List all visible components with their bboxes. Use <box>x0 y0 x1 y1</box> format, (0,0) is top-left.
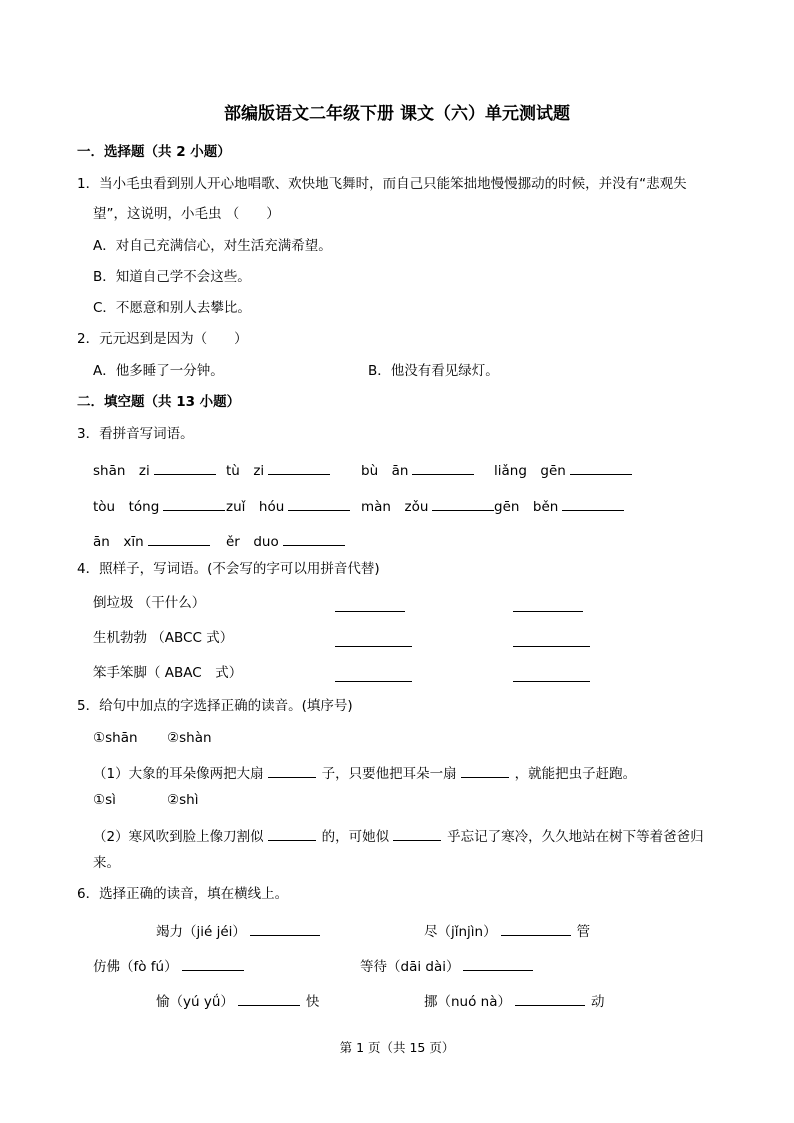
answer-blank[interactable] <box>283 531 345 546</box>
answer-blank[interactable] <box>154 460 216 475</box>
q1-stem-line2: 望”，这说明，小毛虫 （ ） <box>93 206 280 222</box>
q1-option-b: B．知道自己学不会这些。 <box>93 269 251 285</box>
q5-choice-1a: ①shān <box>93 730 138 746</box>
q1-stem-line1: 1．当小毛虫看到别人开心地唱歌、欢快地飞舞时，而自己只能笨拙地慢慢挪动的时候，并没有“悲观失 <box>77 176 687 192</box>
q5-choice-2b: ②shì <box>167 792 199 808</box>
q5-sentence-1: （1）大象的耳朵像两把大扇 子，只要他把耳朵一扇 ，就能把虫子赶跑。 <box>93 763 636 782</box>
q1-option-c: C．不愿意和别人去攀比。 <box>93 300 251 316</box>
answer-blank[interactable] <box>268 460 330 475</box>
answer-blank[interactable] <box>432 496 494 511</box>
pinyin-item: gēn běn <box>494 496 624 515</box>
q6-item-6: 挪（nuó nà） 动 <box>424 991 605 1010</box>
q5-choice-2a: ①sì <box>93 792 116 808</box>
answer-blank[interactable] <box>148 531 210 546</box>
answer-blank[interactable] <box>268 763 316 778</box>
pinyin-item: zuǐ hóu <box>226 496 350 515</box>
q4-example-1: 倒垃圾 （干什么） <box>93 595 206 611</box>
answer-blank[interactable] <box>393 826 441 841</box>
q1-option-a: A．对自己充满信心，对生活充满希望。 <box>93 238 332 254</box>
pinyin-item: tù zi <box>226 460 330 479</box>
answer-blank[interactable] <box>461 763 509 778</box>
q4-example-3: 笨手笨脚（ ABAC 式） <box>93 665 243 681</box>
answer-blank[interactable] <box>412 460 474 475</box>
q4-row2-blank1[interactable] <box>335 632 412 651</box>
q5-stem: 5．给句中加点的字选择正确的读音。(填序号) <box>77 698 353 714</box>
q4-row1-blank2[interactable] <box>513 597 583 616</box>
pinyin-item: bù ān <box>361 460 474 479</box>
section-fill-title: 二．填空题（共 13 小题） <box>77 394 241 410</box>
q5-choice-1b: ②shàn <box>167 730 212 746</box>
q4-row2-blank2[interactable] <box>513 632 590 651</box>
answer-blank[interactable] <box>515 991 585 1006</box>
q3-stem: 3．看拼音写词语。 <box>77 426 194 442</box>
q6-item-5: 愉（yú yǘ） 快 <box>156 991 319 1010</box>
q6-item-1: 竭力（jié jéi） <box>156 921 320 940</box>
q5-sentence-2: （2）寒风吹到脸上像刀割似 的，可她似 乎忘记了寒冷，久久地站在树下等着爸爸归 <box>93 826 704 845</box>
q6-item-4: 等待（dāi dài） <box>360 956 533 975</box>
answer-blank[interactable] <box>501 921 571 936</box>
answer-blank[interactable] <box>463 956 533 971</box>
answer-blank[interactable] <box>238 991 300 1006</box>
q2-option-b: B．他没有看见绿灯。 <box>368 363 499 379</box>
q6-stem: 6．选择正确的读音，填在横线上。 <box>77 886 289 902</box>
pinyin-item: shān zi <box>93 460 216 479</box>
answer-blank[interactable] <box>182 956 244 971</box>
q4-row1-blank1[interactable] <box>335 597 405 616</box>
page-title: 部编版语文二年级下册 课文（六）单元测试题 <box>224 104 570 124</box>
answer-blank[interactable] <box>562 496 624 511</box>
section-choice-title: 一．选择题（共 2 小题） <box>77 144 231 160</box>
answer-blank[interactable] <box>570 460 632 475</box>
answer-blank[interactable] <box>268 826 316 841</box>
q4-example-2: 生机勃勃 （ABCC 式） <box>93 630 234 646</box>
q4-row3-blank2[interactable] <box>513 667 590 686</box>
q4-stem: 4．照样子，写词语。(不会写的字可以用拼音代替) <box>77 561 380 577</box>
q6-item-2: 尽（jǐnjìn） 管 <box>424 921 590 940</box>
pinyin-item: ěr duo <box>226 531 345 550</box>
answer-blank[interactable] <box>288 496 350 511</box>
q5-sentence-2-tail: 来。 <box>93 855 120 871</box>
q6-item-3: 仿佛（fò fú） <box>93 956 244 975</box>
answer-blank[interactable] <box>163 496 225 511</box>
pinyin-item: tòu tóng <box>93 496 225 515</box>
pinyin-item: màn zǒu <box>361 496 494 515</box>
q2-option-a: A．他多睡了一分钟。 <box>93 363 224 379</box>
pinyin-item: liǎng gēn <box>494 460 632 479</box>
answer-blank[interactable] <box>250 921 320 936</box>
q2-stem: 2．元元迟到是因为（ ） <box>77 331 248 347</box>
q4-row3-blank1[interactable] <box>335 667 412 686</box>
page-footer: 第 1 页（共 15 页） <box>339 1040 455 1055</box>
pinyin-item: ān xīn <box>93 531 210 550</box>
